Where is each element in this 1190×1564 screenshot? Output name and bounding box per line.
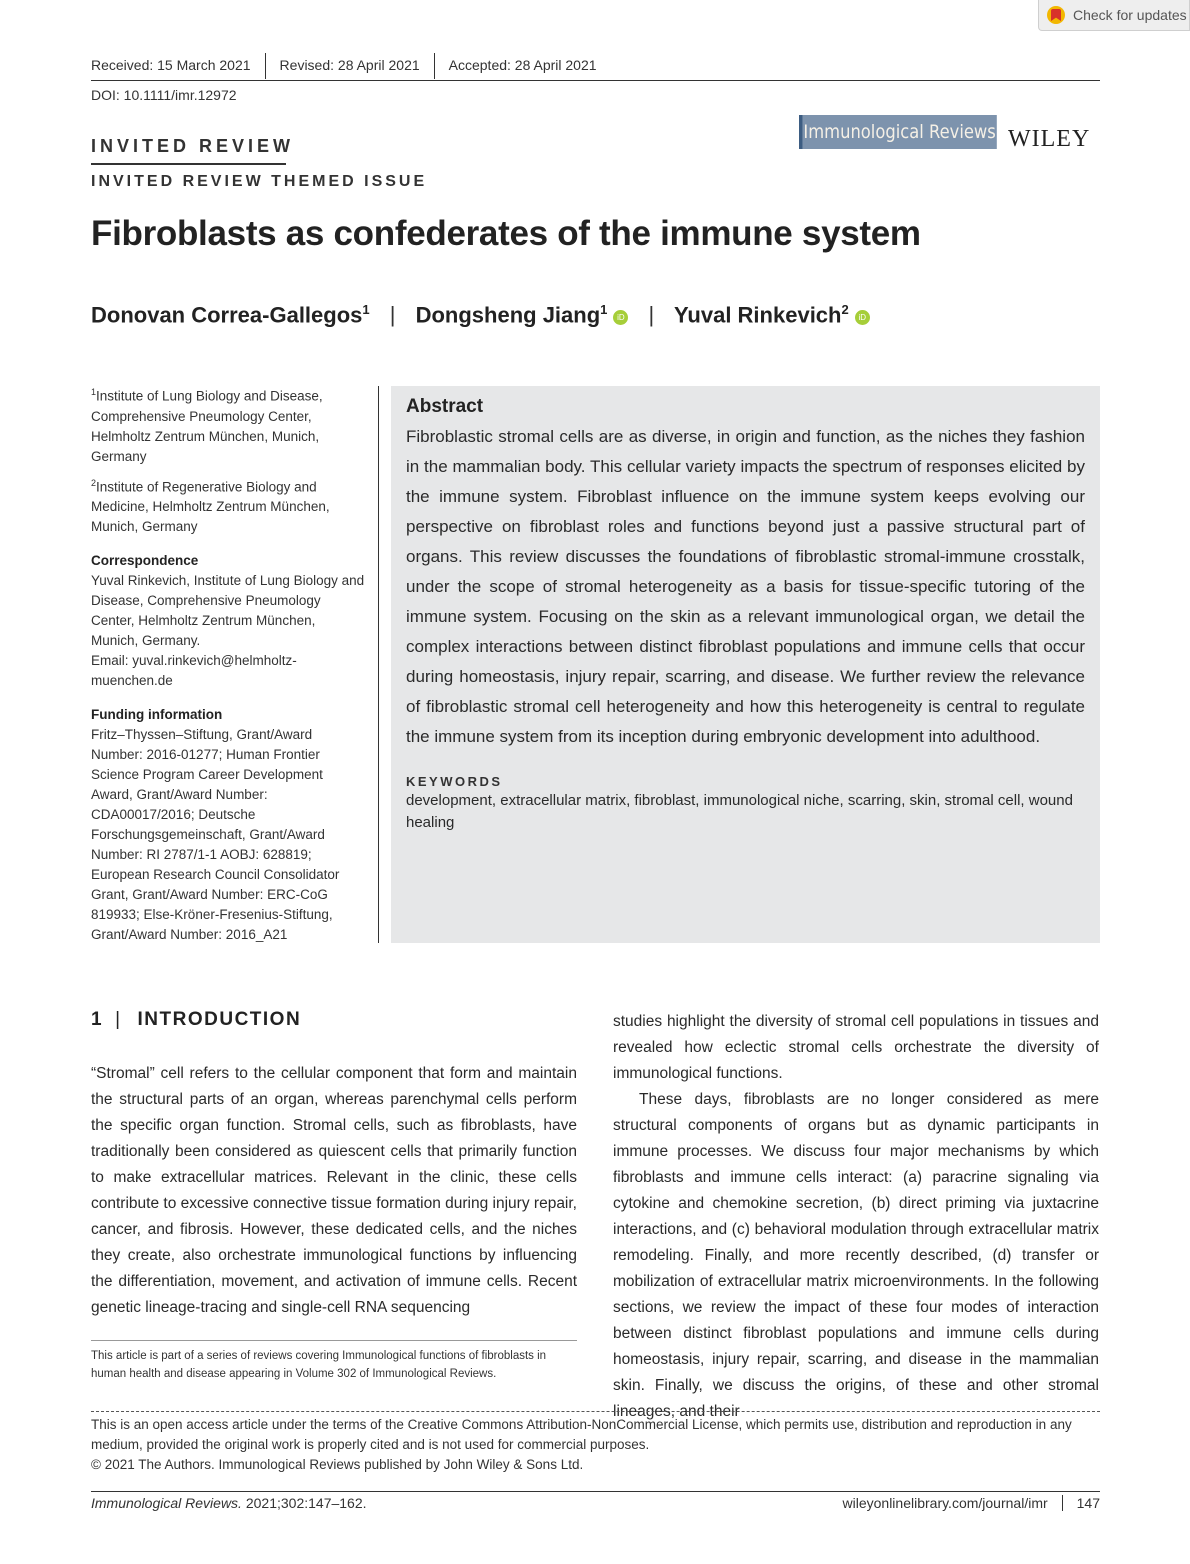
section-number: 1 xyxy=(91,1009,104,1030)
section-title: INTRODUCTION xyxy=(137,1009,302,1030)
correspondence-heading: Correspondence xyxy=(91,553,199,568)
page-number: 147 xyxy=(1062,1495,1100,1511)
article-type: INVITED REVIEW xyxy=(91,136,295,156)
check-for-updates-label: Check for updates xyxy=(1073,7,1187,23)
check-for-updates-button[interactable] xyxy=(1038,0,1190,31)
author-name[interactable]: Dongsheng Jiang xyxy=(415,302,601,328)
article-dates xyxy=(91,57,1100,79)
revised-date: Revised: 28 April 2021 xyxy=(265,53,434,79)
footnote: This article is part of a series of reviews covering Immunological functions of fibroblasts in human health and disease appearing in Volume 302 of Immunological Reviews. xyxy=(91,1350,547,1380)
column-divider xyxy=(378,386,379,943)
author-name[interactable]: Yuval Rinkevich xyxy=(673,302,842,328)
license-divider xyxy=(91,1411,1100,1412)
author-affiliation-mark: 2 xyxy=(841,302,849,317)
abstract-text: Fibroblastic stromal cells are as diverse, in origin and function, as the niches they fashion in the mammalian body. This cellular variety impacts the spectrum of responses elicited by the immune system. Fibroblast influence on the immune system keeps evolving our perspective on fibroblast roles and functions beyond just a passive structural part of organs. This review discusses the foundations of fibroblastic stromal-immune crosstalk, under the scope of stromal heterogeneity as a basis for tissue-specific tutoring of the immune system. Focusing on the skin as a relevant immunological organ, we detail the complex interactions between distinct fibroblast populations and immune cells that occur during homeostasis, injury repair, scarring, and disease. We further review the relevance of fibroblastic stromal cell heterogeneity and how this heterogeneity is central to regulate the immune system from its inception during embryonic development into adulthood. xyxy=(406,427,1085,746)
keywords-heading: KEYWORDS xyxy=(406,774,503,789)
crossmark-icon xyxy=(1047,6,1065,24)
citation-details: 2021;302:147–162. xyxy=(241,1495,367,1511)
license-text: This is an open access article under the terms of the Creative Commons Attribution-NonCommercial License, which permits use, distribution and reproduction in any medium, provided the original work is properly cited and is not used for commercial purposes. xyxy=(91,1417,1072,1452)
keywords-list: development, extracellular matrix, fibroblast, immunological niche, scarring, skin, stromal cell, wound healing xyxy=(406,792,1073,831)
citation xyxy=(91,1495,367,1511)
footer-rule xyxy=(91,1491,1100,1492)
received-date: Received: 15 March 2021 xyxy=(91,57,251,73)
footnote-rule xyxy=(91,1340,577,1341)
paragraph: These days, fibroblasts are no longer considered as mere structural components of organs but as dynamic participants in immune processes. We discuss four major mechanisms by which fibroblasts and immune cells interact: (a) paracrine signaling via cytokine and chemokine secretion, (b) direct priming via juxtacrine interactions, and (c) behavioral modulation through extracellular matrix remodeling. Finally, and more recently described, (d) transfer or mobilization of extracellular matrix microenvironments. In the following sections, we review the impact of these four modes of interaction between distinct fibroblast populations and immune cells during homeostasis, injury repair, scarring, and disease in the mammalian skin. Finally, we discuss the origins, of these and other stromal lineages, and their xyxy=(613,1091,1099,1420)
publisher-logo: WILEY xyxy=(1008,126,1091,152)
copyright-text: © 2021 The Authors. Immunological Reviews published by John Wiley & Sons Ltd. xyxy=(91,1457,584,1472)
paragraph: studies highlight the diversity of stromal cell populations in tissues and revealed how eclectic stromal cells orchestrate the diversity of immunological functions. xyxy=(613,1013,1099,1082)
journal-url[interactable]: wileyonlinelibrary.com/journal/imr xyxy=(842,1495,1048,1511)
author-affiliation-mark: 1 xyxy=(362,302,370,317)
header-rule xyxy=(91,80,1100,81)
section-heading xyxy=(91,1009,301,1031)
paragraph: “Stromal” cell refers to the cellular component that form and maintain the structural parts of an organ, whereas parenchymal cells perform the specific organ function. Stromal cells, such as fibroblasts, have traditionally been considered as quiescent cells that primarily function to make extracellular matrices. Relevant in the clinic, these cells contribute to excessive connective tissue formation during injury repair, cancer, and fibrosis. However, these dedicated cells, and the niches they create, also orchestrate immunological functions by influencing the differentiation, movement, and activation of immune cells. Recent genetic lineage-tracing and single-cell RNA sequencing xyxy=(91,1065,577,1316)
accepted-date: Accepted: 28 April 2021 xyxy=(434,53,611,79)
article-type-rule xyxy=(91,163,286,165)
author-affiliation-mark: 1 xyxy=(600,302,608,317)
correspondence-email[interactable]: Email: yuval.rinkevich@helmholtz-muenchen.de xyxy=(91,653,297,688)
funding-heading: Funding information xyxy=(91,707,223,722)
affiliation: $^2$Institute of Regenerative Biology and Medicine, Helmholtz Zentrum München, Munich, Germany xyxy=(91,477,330,534)
correspondence-text: Yuval Rinkevich, Institute of Lung Biology and Disease, Comprehensive Pneumology Center, Helmholtz Zentrum München, Munich, Germany. xyxy=(91,573,365,648)
orcid-icon[interactable]: iD xyxy=(855,310,870,325)
abstract-heading: Abstract xyxy=(406,396,484,417)
affiliation: $^1$Institute of Lung Biology and Disease, Comprehensive Pneumology Center, Helmholtz Zentrum München, Munich, Germany xyxy=(91,387,323,464)
license-notice xyxy=(91,1415,1100,1475)
article-title: Fibroblasts as confederates of the immune system xyxy=(91,214,921,253)
footer-links xyxy=(843,1495,1101,1511)
article-metadata xyxy=(91,382,366,945)
section-separator: | xyxy=(115,1009,122,1030)
author-name[interactable]: Donovan Correa-Gallegos xyxy=(91,302,363,328)
doi[interactable]: DOI: 10.1111/imr.12972 xyxy=(91,87,237,103)
journal-name: Immunological Reviews. xyxy=(91,1495,242,1511)
funding-text: Fritz–Thyssen–Stiftung, Grant/Award Number: 2016-01277; Human Frontier Science Program Career Development Award, Grant/Award Number: CDA00017/2016; Deutsche Forschungsgemeinschaft, Grant/Award Number: RI 2787/1-1 AOBJ: 628819; European Research Council Consolidator Grant, Grant/Award Number: ERC-CoG 819933; Else-Kröner-Fresenius-Stiftung, Grant/Award Number: 2016_A21 xyxy=(91,727,340,942)
author-list: Donovan Correa-Gallegos$^1$ | Dongsheng Jiang$^1$iD | Yuval Rinkevich$^2$iD xyxy=(91,302,870,328)
body-column-left xyxy=(91,1061,577,1321)
abstract-box xyxy=(391,386,1100,943)
article-subtype: INVITED REVIEW THEMED ISSUE xyxy=(91,173,428,190)
body-column-right xyxy=(613,1009,1099,1425)
orcid-icon[interactable]: iD xyxy=(613,310,628,325)
journal-logo: Immunological Reviews xyxy=(799,115,997,149)
